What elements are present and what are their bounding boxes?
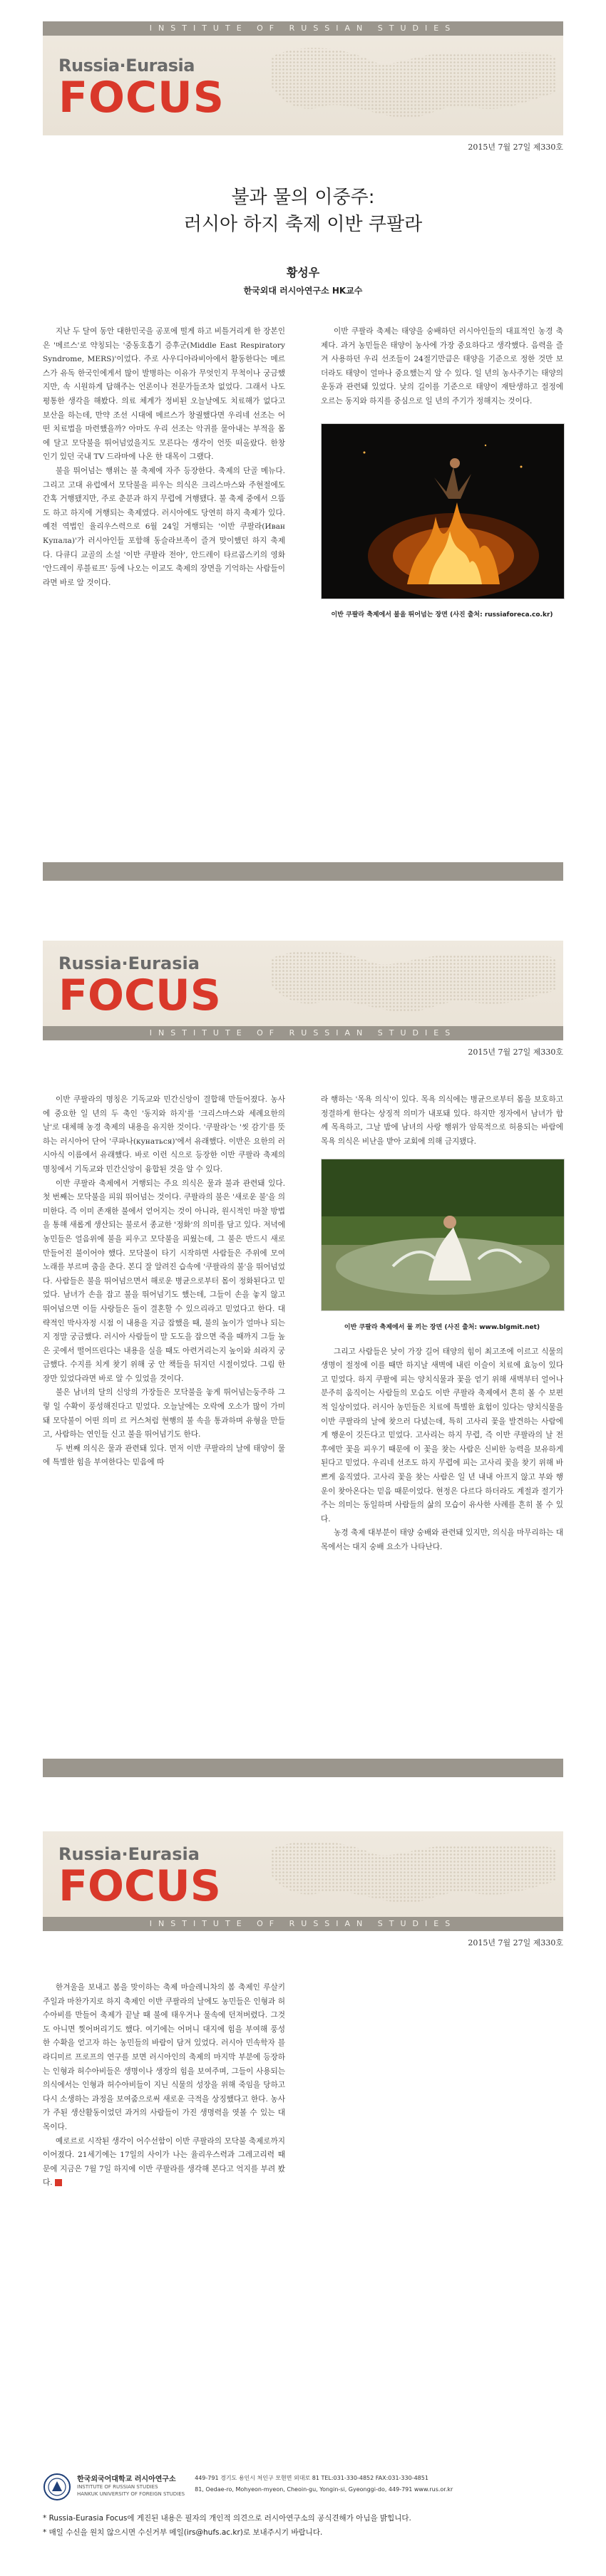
- focus-banner: [43, 21, 563, 135]
- left-column: [43, 325, 285, 623]
- focus-banner: [43, 1831, 563, 1931]
- paragraph: 이반 쿠팔라 축제에서 거행되는 주요 의식은 물과 불과 관련돼 있다. 첫 번째는 모닥불을 피워 뛰어넘는 것이다. 쿠팔라의 불은 '새로운 불'을 의미한다. 즉 이미 존재한 불에서 얻어지는 것이 아니라, 원시적인 마찰 방법을 통해 새롭게 생산되는 불로서 종교한 '정화'의 의미를 담고 있다. 저녁에 농민들은 얼음위에 불을 피우고 모닥불을 피웠는데, 그 불은 반드시 새로 만들어진 불이어야 했다. 모닥불이 타기 시작하면 사람들은 주위에 모여 노래를 부르며 춤을 춘다. 본디 잘 알려진 습속에 '쿠팔라의 불'을 뛰어넘었다. 사람들은 불을 뛰어넘으면서 해로운 병균으로부터 몸이 정화된다고 믿었다. 남녀가 손을 잡고 불을 뛰어넘기도 했는데, 그들이 손을 놓지 않고 뛰어넘으면 이들 사랑들은 돌이 결혼할 수 있으리라고 믿었다고 한다. 대략적인 박사자정 시점 이 내용을 지금 잡했을 때, 불의 높이가 얼마나 되는지 정말 궁금했다. 러시아 사람들이 말 도도을 잡으면 죽을 때까지 그들 높은 곳에서 떨어뜨린다는 내용을 실을 때도 아련거리는지 높이와 쇠라지 궁금했다. 수지를 치게 찾기 위해 궁 안 책들을 뒤지던 시절이었다. 그림 한 장만 있었다라면 바로 알 수 있었을 것이다.: [43, 1179, 285, 1383]
- footer-org: [77, 2473, 185, 2498]
- issue-date: 2015년 7월 27일 제330호: [468, 1048, 563, 1057]
- water-photo: [321, 1159, 565, 1311]
- unsubscribe-note: * 매일 수신을 원치 않으시면 수신거부 메일(irs@hufs.ac.kr)로 보내주시기 바랍니다.: [43, 2528, 323, 2537]
- focus-banner: [43, 941, 563, 1040]
- body-columns: [43, 1093, 563, 1554]
- right-column: [321, 325, 563, 623]
- brand-main: FOCUS: [58, 1861, 221, 1911]
- brand-sub: Russia·Eurasia: [58, 953, 200, 973]
- left-column: [43, 1093, 285, 1554]
- body-columns: [43, 1981, 563, 2190]
- org-name-en: INSTITUTE OF RUSSIAN STUDIES: [77, 2484, 158, 2490]
- paragraph: 두 번째 의식은 물과 관련돼 있다. 먼저 이반 쿠팔라의 날에 태양이 물에 특별한 힘을 부여한다는 믿음에 따: [43, 1444, 285, 1467]
- paragraph: 한겨울을 보내고 봄을 맞이하는 축제 마슬레니차의 봄 축제인 루살키 주일과 마찬가지로 하지 축제인 이반 쿠팔라의 날에도 농민들은 인형과 허수아비를 만들어 축제가 끝날 때 불에 태우거나 물속에 던져버렸다. 그것도 아니면 찢어버리기도 했다. 여기에는 어머니 대지에 힘을 부여해 풍성한 수확을 얻고자 하는 농민들의 바람이 담겨 있었다. 러시아 민속학자 블라디미르 프로프의 연구를 보면 러시아인의 축제의 마지막 부분에 등장하는 인형과 허수아비들은 생명이나 생장의 힘을 보여주며, 그들이 사용되는 의식에서는 인형과 허수아비들이 지닌 식물의 성장을 위해 죽임을 당하고 다시 소생하는 과정을 보여줌으로써 새로운 극적을 상징했다고 한다. 농사가 주된 생산활동이었던 과거의 사람들이 가진 생명력을 엿볼 수 있는 대목이다.: [43, 1983, 285, 2131]
- disclaimer-note: * Russia-Eurasia Focus에 게진된 내용은 필자의 개인적 의견으로 러시아연구소의 공식견해가 아님을 밝힙니다.: [43, 2514, 411, 2523]
- page-3: [43, 1831, 563, 2190]
- world-map-graphic: [257, 1831, 563, 1915]
- page-separator: [43, 862, 563, 881]
- institute-bar: INSTITUTE OF RUSSIAN STUDIES: [43, 1917, 563, 1931]
- paragraph: 그리고 사람들은 낮이 가장 길어 태양의 힘이 최고조에 이르고 식물의 생명이 절정에 이를 때만 하지날 새벽에 내린 이슬이 치료에 효능이 있다고 믿었다. 하지 쿠팔에 피는 양치식물과 꽃을 얻기 위해 새벽부터 얼어나 분주히 움직이는 사람들의 모습도 이반 쿠팔라 축제에서 흔히 볼 수 보편적 일상이었다. 러시아 농민들은 치료에 특별한 효험이 있다는 양치식물을 이반 쿠팔라의 날에 찾으러 다녔는데, 특히 고사리 꽃을 발견하는 사람에게 행운이 깃든다고 믿었다. 고사리는 하지 무렵, 즉 이반 쿠팔라의 날 전후에만 꽃을 피우기 때문에 이 꽃을 찾는 사람은 신비한 능력을 보유하게 된다고 믿었다. 우리네 선조도 하지 무렵에 피는 고사리 꽃을 찾기 위해 바쁘게 움직였다. 고사리 꽃을 찾는 사람은 일 년 내내 아프지 않고 부와 행운이 찾아온다는 믿음 때문이었다. 현정은 다르다 하더라도 계절과 절기가 주는 의미는 동일하며 사람들의 삶의 모습이 유사한 사례를 흔히 볼 수 있다.: [321, 1347, 563, 1524]
- brand-sub: Russia·Eurasia: [58, 1844, 200, 1864]
- bonfire-photo: [321, 423, 565, 599]
- paragraph: 이반 쿠팔라 축제는 태양을 숭배하던 러시아인들의 대표적인 농경 축제다. 과거 농민들은 태양이 농사에 가장 중요하다고 생각했다. 음력을 즐겨 사용하던 우리 선조들이 24절기만큼은 태양을 기준으로 정한 것만 보더라도 태양이 얼마나 중요했는지 알 수 있다. 일 년의 농사주기는 태양의 운동과 관련돼 있었다. 낮의 길이를 기준으로 태양이 재탄생하고 절정에 오르는 동지와 하지를 중심으로 일 년의 주기가 정해지는 것이다.: [321, 327, 563, 405]
- body-columns: [43, 325, 563, 623]
- org-university-en: HANKUK UNIVERSITY OF FOREIGN STUDIES: [77, 2491, 185, 2497]
- paragraph: 지난 두 달여 동안 대한민국을 공포에 떨게 하고 비틀거리게 한 장본인은 '메르스'로 약칭되는 '중동호흡기 증후군(Middle East Respiratory Syndrome, MERS)'이었다. 주로 사우디아라비아에서 활동한다는 메르스가 유독 한국인에게서 많이 발병하는 이유가 무엇인지 무척이나 궁금했지만, 속 시원하게 답해주는 언론이나 전문가들조차 없었다. 그래서 나도 평통한 생각을 해봤다. 의료 체계가 정비된 오늘날에도 치료해가 없다고 보산을 하는데, 만약 조선 시대에 메르스가 창궐했다면 우리네 선조는 어떤 치료법을 마련했을까? 아마도 우리 선조는 악귀를 물아내는 부적을 몸에 달고 모닥불을 뛰어넘었을지도 모른다는 생각이 언뜻 떠올랐다. 한창 인기 있던 국내 TV 드라마에 나온 한 대목이 그랬다.: [43, 327, 285, 462]
- paragraph: 라 행하는 '목욕 의식'이 있다. 목욕 의식에는 병균으로부터 몸을 보호하고 정결하게 한다는 상징적 의미가 내포돼 있다. 하지만 정자에서 남녀가 함께 목욕하고, 그날 밤에 남녀의 사랑 행위가 암묵적으로 허용되는 바람에 목욕 의식은 비난을 받아 교회에 의해 금지됐다.: [321, 1095, 563, 1146]
- title-line-1: 불과 물의 이중주:: [231, 187, 375, 208]
- org-name-ko: 한국외국어대학교 러시아연구소: [77, 2476, 176, 2483]
- footer-org-row: [43, 2473, 563, 2501]
- article-title: [43, 184, 563, 238]
- end-mark-icon: [55, 2179, 62, 2186]
- author-name: 황성우: [286, 266, 320, 279]
- title-line-2: 러시아 하지 축제 이반 쿠팔라: [183, 214, 423, 235]
- author-affiliation: 한국외대 러시아연구소 HK교수: [243, 286, 363, 296]
- footer-notes: [43, 2511, 563, 2540]
- brand-main: FOCUS: [58, 971, 221, 1020]
- brand: [58, 1844, 221, 1911]
- page-1: [43, 21, 563, 623]
- issue-date: 2015년 7월 27일 제330호: [468, 143, 563, 152]
- world-map-graphic: [257, 941, 563, 1025]
- left-column: [43, 1981, 285, 2190]
- paragraph: 불을 뛰어넘는 행위는 불 축제에 자주 등장한다. 축제의 단골 메뉴다. 그리고 고대 유럽에서 모닥불을 피우는 의식은 크리스마스와 주현절에도 간혹 거행됐지만, 주로 춘분과 하지 무렵에 거행됐다. 불 축제 중에서 으뜸도 하고 하지에 거행되는 축제였다. 러시아에도 당연히 하지 축제가 있다. 예전 역법인 율리우스력으로 6월 24일 거행되는 '이반 쿠팔라(Иван Купала)'가 러시아인들 포함해 동슬라브족이 즐겨 맞이했던 하지 축제다. 다큐디 교골의 소설 '이반 쿠팔라 전야', 안드레이 타르콥스키의 영화 '안드레이 루블료프' 등에 나오는 이교도 축제의 장면을 기억하는 사람들이라면 바로 알 것이다.: [43, 466, 285, 587]
- institute-bar: INSTITUTE OF RUSSIAN STUDIES: [43, 1026, 563, 1040]
- address-ko: 449-791 경기도 용인시 처인구 모현면 외대로 81 TEL:031-330-4852 FAX:031-330-4851: [195, 2475, 428, 2481]
- paragraph: 농경 축제 대부분이 태양 숭배와 관련돼 있지만, 의식을 마무리하는 대목에서는 대지 숭배 요소가 나타난다.: [321, 1528, 563, 1551]
- world-map-graphic: [257, 36, 563, 135]
- brand: [58, 56, 225, 123]
- closing-text: 예로르로 시작된 생각이 어수선함이 이반 쿠팔라의 모닥불 축제로까지 이어졌다. 21세기에는 17일의 사이가 나는 율리우스력과 그레고리력 때문에 지금은 7월 7일 하지에 이반 쿠팔라를 생각해 본다고 억지를 부려 봤다.: [43, 2136, 285, 2188]
- paragraph: [43, 2135, 285, 2190]
- university-seal-icon: [43, 2473, 71, 2501]
- institute-bar: INSTITUTE OF RUSSIAN STUDIES: [43, 21, 563, 36]
- issue-date: 2015년 7월 27일 제330호: [468, 1938, 563, 1947]
- photo-caption: 이반 쿠팔라 축제에서 물 끼는 장면 (사진 출처: www.blgmit.net): [344, 1323, 540, 1331]
- photo-caption: 이반 쿠팔라 축제에서 불을 뛰어넘는 장면 (사진 출처: russiaforeca.co.kr): [331, 611, 553, 619]
- footer-address: [195, 2473, 453, 2495]
- right-column-empty: [321, 1981, 563, 2190]
- brand-sub: Russia·Eurasia: [58, 56, 195, 76]
- page-2: [43, 941, 563, 1554]
- brand-main: FOCUS: [58, 73, 225, 123]
- paragraph: 이반 쿠팔라의 명칭은 기독교와 민간신앙이 결합해 만들어졌다. 농사에 중요한 일 년의 두 축인 '동지와 하지'를 '크리스마스와 세례요한의 날'로 대체해 농경 축제의 내용을 유지한 것이다. '쿠팔라'는 '씻 감기'를 뜻하는 러시아어 단어 '쿠파나(кунаться)'에서 유래했다. 이반은 요한의 러시아식 이름에서 유래했다. 바로 이런 식으로 등장한 이반 쿠팔라 축제의 명칭에서 기독교와 민간신앙이 융합된 것을 알 수 있다.: [43, 1095, 285, 1174]
- footer: [43, 2473, 563, 2540]
- page-separator: [43, 1759, 563, 1777]
- address-en: 81, Oedae-ro, Mohyeon-myeon, Cheoin-gu, Yongin-si, Gyeonggi-do, 449-791 www.rus.or.kr: [195, 2486, 453, 2493]
- paragraph: 불은 남녀의 달의 신앙의 가장들은 모닥불을 놓게 뛰어넘는둥주하 그렇 일 수확이 풍성해진다고 믿었다. 오늘날에는 오락에 오소가 많이 가미돼 모닥불이 어떤 의미 르 커스처럼 현행의 불 속을 통과하며 유형을 만들고, 사람하는 연인들 신고 불을 뛰어넘기도 한다.: [43, 1388, 285, 1439]
- right-column: [321, 1093, 563, 1554]
- brand: [58, 953, 221, 1020]
